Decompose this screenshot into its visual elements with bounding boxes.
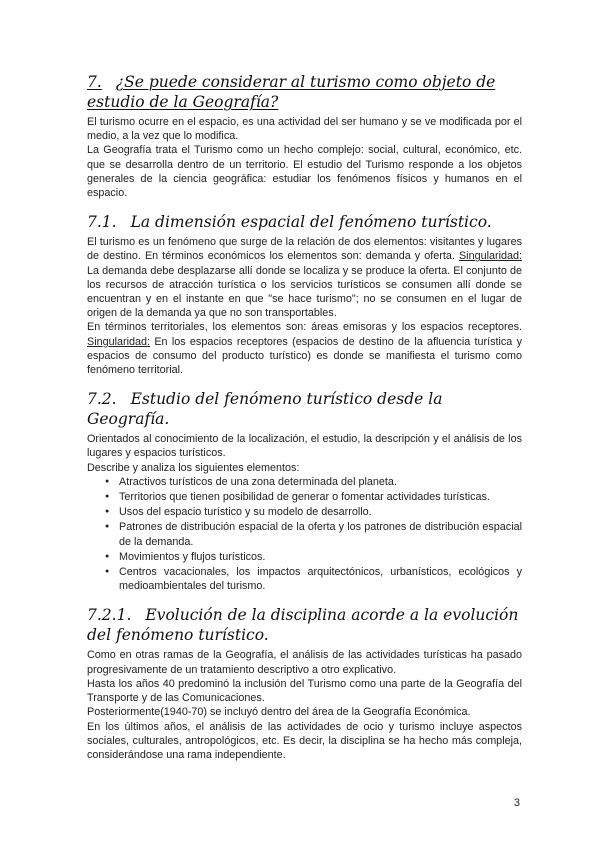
section-title: La dimensión espacial del fenómeno turístico. bbox=[130, 213, 492, 232]
section-7-1 bbox=[87, 212, 522, 377]
singularity-label: Singularidad: bbox=[458, 250, 523, 263]
section-title: Evolución de la disciplina acorde a la evolución del fenómeno turístico. bbox=[87, 606, 519, 645]
section-heading bbox=[87, 72, 522, 112]
paragraph bbox=[87, 235, 522, 320]
list-item: ● Centros vacacionales, los impactos arquitectónicos, urbanísticos, ecológicos y medioambientales del turismo. bbox=[119, 565, 522, 593]
paragraph: La Geografía trata el Turismo como un hecho complejo: social, cultural, económico, etc. que se desarrolla dentro de un territorio. El estudio del Turismo responde a los objetos generales de la ciencia geográfica: estudiar los fenómenos físicos y humanos en el espacio. bbox=[87, 144, 522, 200]
bullet-list bbox=[87, 475, 522, 594]
paragraph: El turismo ocurre en el espacio, es una actividad del ser humano y se ve modificada por el medio, a la vez que lo modifica. bbox=[87, 116, 522, 143]
paragraph: Como en otras ramas de la Geografía, el análisis de las actividades turísticas ha pasado progresivamente de un tratamiento descriptivo a otro explicativo. bbox=[87, 649, 522, 676]
section-title: ¿Se puede considerar al turismo como objeto de estudio de la Geografía? bbox=[87, 73, 496, 111]
paragraph-text: El turismo es un fenómeno que surge de la relación de dos elementos: visitantes y lugares de destino. En términos económicos los elementos son: demanda y oferta. bbox=[87, 236, 522, 263]
singularity-label: Singularidad: bbox=[87, 335, 151, 348]
paragraph-text: En términos territoriales, los elementos son: áreas emisoras y los espacios receptores. bbox=[87, 321, 522, 334]
section-7 bbox=[87, 72, 522, 200]
section-number: 7.2. bbox=[87, 390, 117, 409]
section-heading bbox=[87, 389, 522, 429]
paragraph: Posteriormente(1940-70) se incluyó dentro del área de la Geografía Económica. bbox=[87, 706, 471, 719]
paragraph bbox=[87, 320, 522, 377]
section-number: 7.1. bbox=[87, 213, 117, 232]
paragraph: En los últimos años, el análisis de las actividades de ocio y turismo incluye aspectos sociales, culturales, antropológicos, etc. Es decir, la disciplina se ha hecho más compleja, considerándose una rama independiente. bbox=[87, 720, 522, 761]
section-heading bbox=[87, 605, 522, 645]
paragraph: Orientados al conocimiento de la localización, el estudio, la descripción y el análisis de los lugares y espacios turísticos. bbox=[87, 433, 522, 460]
section-7-2-1 bbox=[87, 605, 522, 762]
section-heading bbox=[87, 212, 522, 232]
list-item: ● Atractivos turísticos de una zona determinada del planeta. bbox=[119, 475, 522, 489]
list-item: ● Patrones de distribución espacial de la oferta y los patrones de distribución espacial de la demanda. bbox=[119, 520, 522, 548]
list-item: ● Territorios que tienen posibilidad de generar o fomentar actividades turísticas. bbox=[119, 490, 522, 504]
section-number: 7. bbox=[87, 73, 102, 91]
list-item: ● Movimientos y flujos turísticos. bbox=[119, 550, 522, 564]
section-7-2 bbox=[87, 389, 522, 593]
paragraph-text: La demanda debe desplazarse allí donde se localiza y se produce la oferta. El conjunto de los recursos de atracción turística o los servicios turísticos se consumen allí donde se encuentran y en el instante en que "se hace turismo"; no se consumen en el lugar de origen de la demanda ya que no son transportables. bbox=[87, 264, 522, 320]
paragraph: Hasta los años 40 predominó la inclusión del Turismo como una parte de la Geografía del Transporte y de las Comunicaciones. bbox=[87, 677, 522, 705]
section-number: 7.2.1. bbox=[87, 606, 132, 625]
section-title: Estudio del fenómeno turístico desde la Geografía. bbox=[87, 390, 443, 429]
paragraph-text: En los espacios receptores (espacios de destino de la afluencia turística y espacios de consumo del producto turístico) es donde se manifiesta el turismo como fenómeno territorial. bbox=[87, 335, 523, 377]
list-item: ● Usos del espacio turístico y su modelo de desarrollo. bbox=[119, 505, 522, 519]
paragraph: Describe y analiza los siguientes elementos: bbox=[87, 461, 300, 474]
page-number: 3 bbox=[513, 797, 520, 809]
